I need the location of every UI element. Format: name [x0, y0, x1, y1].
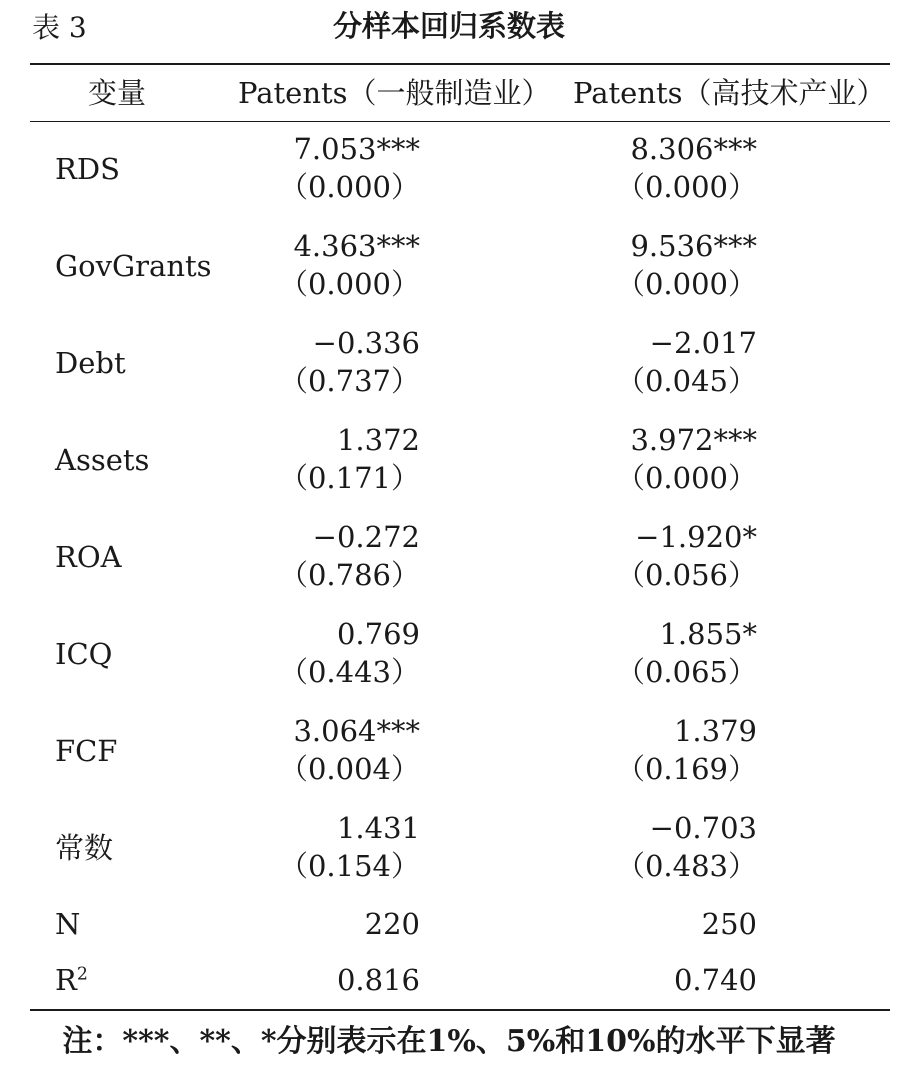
col2-coefficient: 3.972*** [630, 423, 757, 457]
col2-pvalue: （0.056） [615, 558, 757, 592]
row-label: GovGrants [55, 249, 212, 283]
row-label: FCF [55, 734, 118, 768]
table-row-n [0, 902, 898, 946]
col1-pvalue: （0.000） [278, 170, 420, 204]
table-row-assets [0, 421, 898, 501]
header-variable: 变量 [88, 76, 147, 110]
col1-value: 0.816 [336, 963, 420, 997]
table-header-row [0, 68, 898, 118]
col1-value: 220 [364, 907, 420, 941]
col1-pvalue: （0.154） [278, 849, 420, 883]
col1-coefficient: 0.769 [336, 617, 420, 651]
col2-coefficient: 1.379 [673, 714, 757, 748]
header-general-manufacturing: Patents（一般制造业） [238, 76, 551, 110]
row-label: 常数 [55, 831, 114, 865]
header-rule [30, 121, 890, 122]
col1-coefficient: 3.064*** [293, 714, 420, 748]
col1-coefficient: −0.272 [312, 520, 420, 554]
col1-coefficient: 7.053*** [293, 132, 420, 166]
table-row-icq [0, 615, 898, 695]
col2-coefficient: −0.703 [649, 811, 757, 845]
col2-pvalue: （0.000） [615, 170, 757, 204]
table-row-constant [0, 809, 898, 889]
r-squared-superscript: 2 [76, 964, 88, 985]
r-squared-base: R [55, 963, 77, 997]
col2-value: 250 [701, 907, 757, 941]
bottom-rule [30, 1009, 890, 1011]
table-row-rds [0, 130, 898, 210]
col2-coefficient: 8.306*** [630, 132, 757, 166]
col1-pvalue: （0.004） [278, 752, 420, 786]
row-label: Assets [55, 443, 150, 477]
col2-pvalue: （0.000） [615, 461, 757, 495]
table-label: 表 3 [32, 11, 87, 44]
col1-pvalue: （0.171） [278, 461, 420, 495]
header-high-tech: Patents（高技术产业） [573, 76, 886, 110]
table-row-fcf [0, 712, 898, 792]
table-note: 注：***、**、*分别表示在1%、5%和10%的水平下显著 [62, 1024, 836, 1059]
row-label: RDS [55, 152, 120, 186]
col2-coefficient: 1.855* [659, 617, 757, 651]
table-row-debt [0, 324, 898, 404]
row-label [55, 958, 88, 1002]
table-row-roa [0, 518, 898, 598]
row-label: N [55, 907, 81, 941]
col2-pvalue: （0.045） [615, 364, 757, 398]
col1-pvalue: （0.000） [278, 267, 420, 301]
row-label: Debt [55, 346, 126, 380]
table-title: 分样本回归系数表 [332, 9, 565, 43]
col1-pvalue: （0.786） [278, 558, 420, 592]
col2-coefficient: 9.536*** [630, 229, 757, 263]
col1-coefficient: −0.336 [312, 326, 420, 360]
col2-value: 0.740 [673, 963, 757, 997]
col2-pvalue: （0.483） [615, 849, 757, 883]
col2-coefficient: −2.017 [649, 326, 757, 360]
row-label: ROA [55, 540, 122, 574]
col1-coefficient: 1.372 [336, 423, 420, 457]
col2-pvalue: （0.169） [615, 752, 757, 786]
top-rule [30, 63, 890, 65]
col1-pvalue: （0.737） [278, 364, 420, 398]
table-row-govgrants [0, 227, 898, 307]
col2-pvalue: （0.000） [615, 267, 757, 301]
col1-coefficient: 4.363*** [293, 229, 420, 263]
col1-pvalue: （0.443） [278, 655, 420, 689]
table-row-r-squared [0, 958, 898, 1002]
row-label: ICQ [55, 637, 113, 671]
col1-coefficient: 1.431 [336, 811, 420, 845]
col2-pvalue: （0.065） [615, 655, 757, 689]
col2-coefficient: −1.920* [635, 520, 757, 554]
